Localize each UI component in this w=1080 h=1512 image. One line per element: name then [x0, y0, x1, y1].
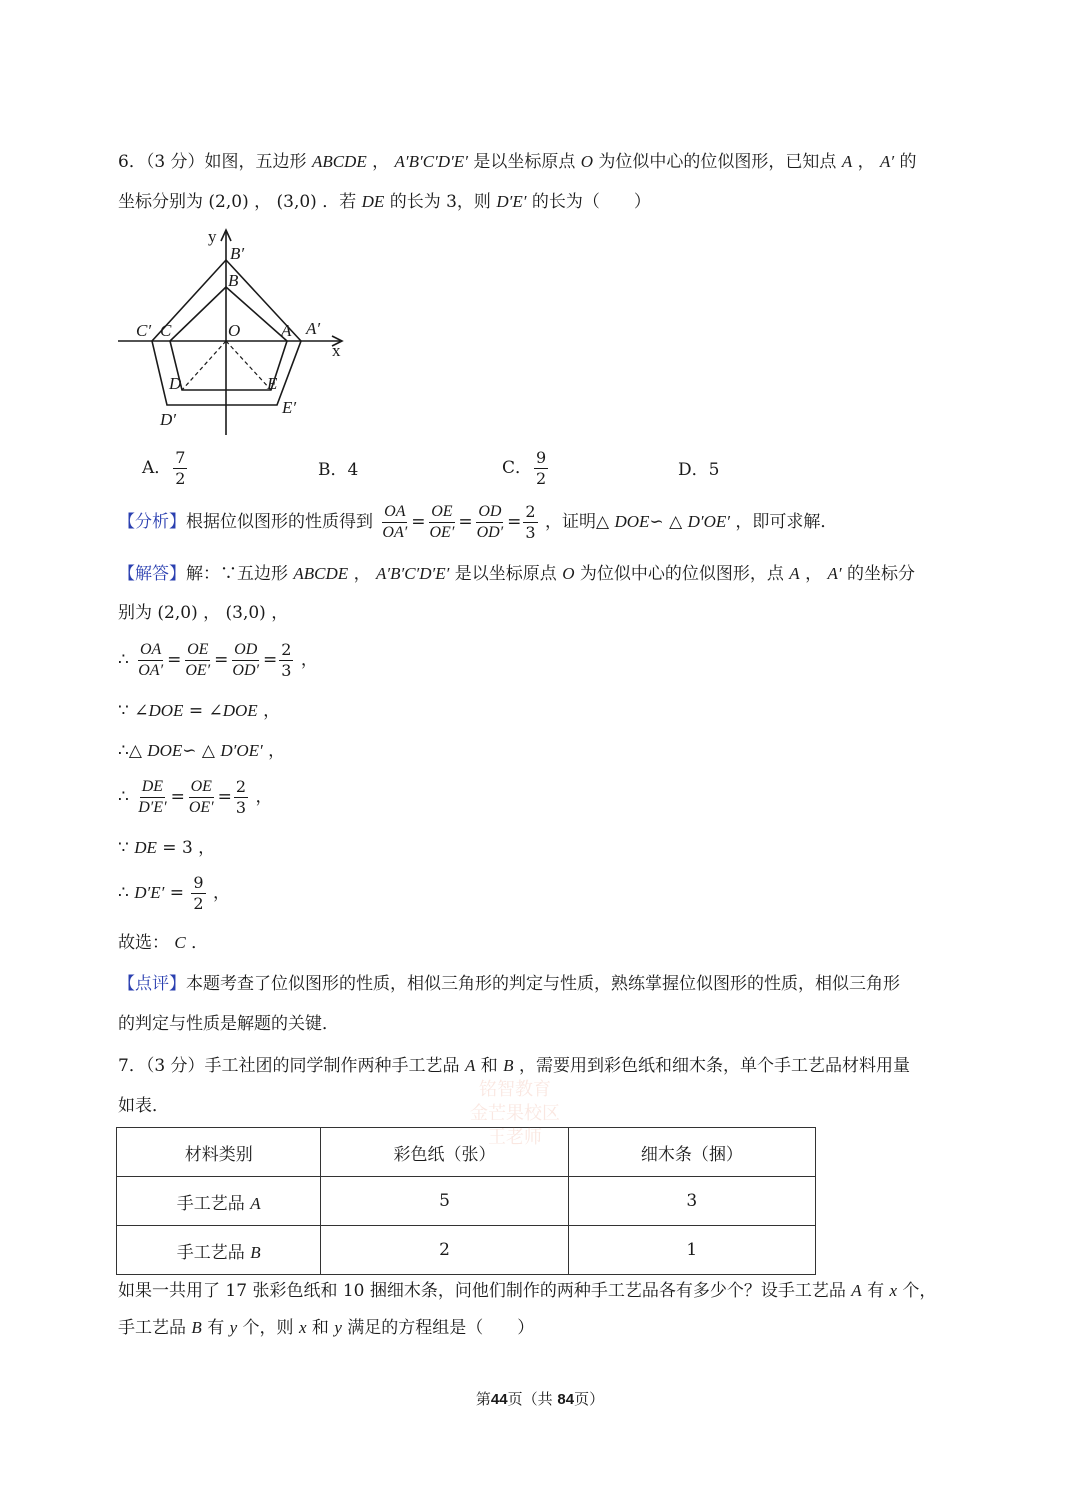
table-cell: 3 [568, 1177, 815, 1226]
label-Bp: B′ [230, 244, 245, 263]
dashed-OD [182, 341, 226, 390]
label-y: y [208, 227, 217, 246]
solution-line4: ∵ ∠DOE = ∠DOE ， [118, 701, 281, 721]
label-A: A [281, 321, 292, 340]
q7-stem-line2: 如表． [118, 1096, 169, 1116]
page-footer: 第44页（共 84页） [475, 1390, 605, 1408]
solution-line5: ∴△ DOE∽ △ D′OE′ ， [118, 741, 286, 761]
solution-line9: 故选： C ． [118, 933, 209, 953]
option-c[interactable]: C． $\frac{9}{2}$ [502, 448, 547, 488]
watermark: 铭智教育 金芒果校区 王老师 [470, 1079, 560, 1148]
solution-line1: 【解答】解：∵五边形 ABCDE ， A′B′C′D′E′ 是以坐标原点 O 为位似中心的位似图形，点 A ， A′ 的坐标分 [118, 564, 915, 584]
q7-stem-line1: 7．（3 分）手工社团的同学制作两种手工艺品 A 和 B ，需要用到彩色纸和细木条，单个手工艺品材料用量 [118, 1056, 910, 1076]
label-Cp: C′ [136, 321, 152, 340]
table-header: 材料类别 [117, 1128, 321, 1177]
table-row [117, 1226, 816, 1275]
table-cell: 2 [321, 1226, 568, 1275]
label-Dp: D′ [160, 410, 176, 429]
solution-line7: ∵ DE = 3 ， [118, 838, 216, 858]
material-table [116, 1127, 816, 1275]
solution-line6: ∴ $\frac{DE}{D'E'}$ = $\frac{OE}{OE'}$ = $\frac{2}{3}$ ， [118, 777, 273, 817]
q6-stem-line2: 坐标分别为 (2,0) ， (3,0) ．若 DE 的长为 3，则 D′E′ 的长为（ ） [118, 192, 651, 212]
comment-line1: 【点评】本题考查了位似图形的性质，相似三角形的判定与性质，熟练掌握位似图形的性质，相似三角形 [118, 974, 900, 994]
q7-stem-line3: 如果一共用了 17 张彩色纸和 10 捆细木条，问他们制作的两种手工艺品各有多少个？设手工艺品 A 有 x 个， [118, 1281, 937, 1301]
label-Ep: E′ [282, 398, 297, 417]
label-D: D [169, 374, 182, 393]
table-cell: 1 [568, 1226, 815, 1275]
option-d[interactable]: D．5 [678, 460, 720, 480]
solution-line8: ∴ D′E′ = $\frac{9}{2}$ ， [118, 873, 230, 913]
table-cell: 5 [321, 1177, 568, 1226]
solution-line3: ∴ $\frac{OA}{OA'}$ = $\frac{OE}{OE'}$ = $\frac{OD}{OD'}$ = $\frac{2}{3}$ ， [118, 640, 318, 680]
label-C: C [160, 321, 172, 340]
option-a[interactable]: A． $\frac{7}{2}$ [142, 448, 186, 488]
q7-stem-line4: 手工艺品 B 有 y 个，则 x 和 y 满足的方程组是（ ） [118, 1318, 535, 1338]
q6-stem-line1: 6．（3 分）如图，五边形 ABCDE ， A′B′C′D′E′ 是以坐标原点 O 为位似中心的位似图形，已知点 A ， A′ 的 [118, 152, 917, 172]
analysis: 【分析】根据位似图形的性质得到 $\frac{OA}{OA'}$ = $\frac{OE}{OE'}$ = $\frac{OD}{OD'}$ = $\frac{2}{3}$ ，证明△ DOE∽ △ D′OE′ ，即可求解． [118, 502, 838, 542]
table-row [117, 1177, 816, 1226]
table-cell: 手工艺品 B [117, 1226, 321, 1275]
label-B: B [228, 271, 239, 290]
solution-line2: 别为 (2,0) ， (3,0) ， [118, 603, 289, 623]
label-Ap: A′ [306, 319, 321, 338]
table-cell: 手工艺品 A [117, 1177, 321, 1226]
table-header-row [117, 1128, 816, 1177]
dashed-OE [226, 341, 271, 390]
comment-line2: 的判定与性质是解题的关键． [118, 1014, 339, 1034]
table-header: 彩色纸（张） [321, 1128, 568, 1177]
pentagon-figure [110, 225, 360, 440]
label-x: x [332, 341, 341, 360]
label-E: E [267, 374, 278, 393]
table-header: 细木条（捆） [568, 1128, 815, 1177]
option-b[interactable]: B．4 [318, 460, 359, 480]
label-O: O [228, 321, 241, 340]
